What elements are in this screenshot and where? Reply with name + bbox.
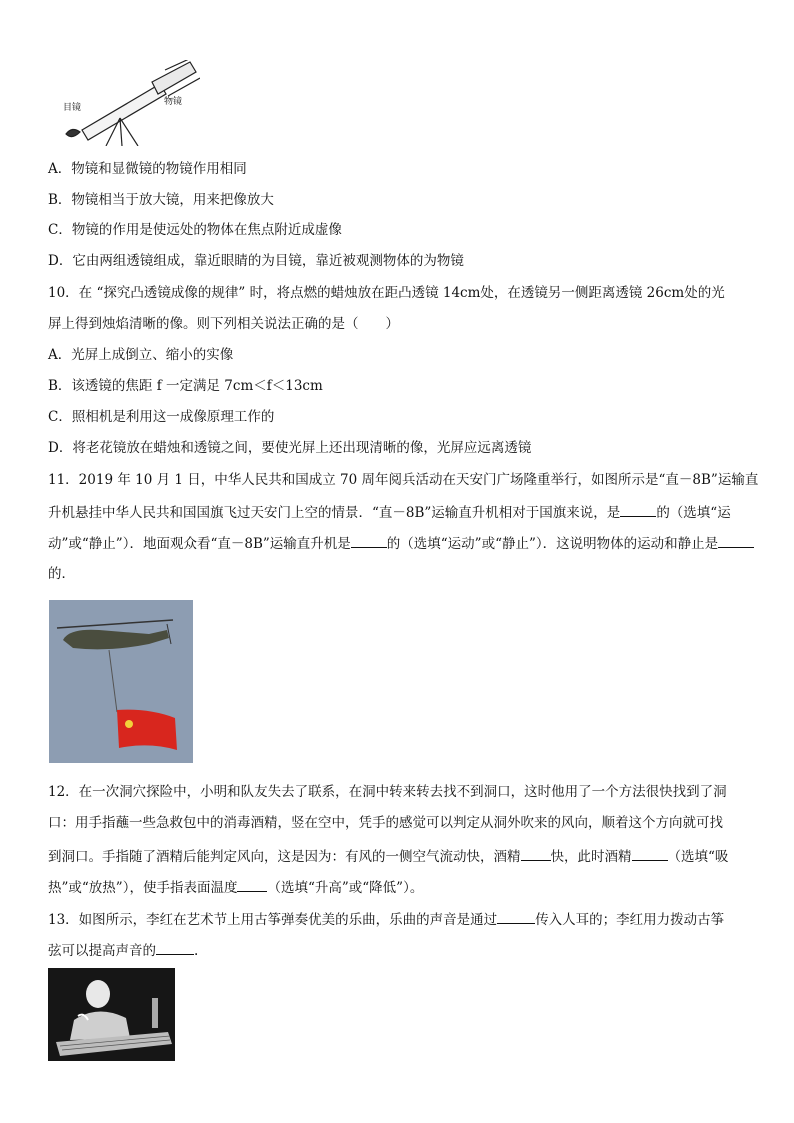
- q10-option-c: C．照相机是利用这一成像原理工作的: [48, 409, 275, 425]
- q10-option-d: D．将老花镜放在蜡烛和透镜之间，要使光屏上还出现清晰的像，光屏应远离透镜: [48, 440, 532, 456]
- q10-stem-line2: 屏上得到烛焰清晰的像。则下列相关说法正确的是（ ）: [48, 316, 399, 332]
- q9-option-c: C．物镜的作用是使远处的物体在焦点附近成虚像: [48, 222, 342, 238]
- q13-line2-text: 弦可以提高声音的: [48, 943, 156, 959]
- q13-blank-2[interactable]: [156, 941, 194, 955]
- objective-label: 物镜: [164, 97, 183, 107]
- q11-line3: [48, 534, 748, 552]
- q12-line3-tail: （选填“吸: [667, 849, 729, 865]
- q11-line2-tail: 的（选填“运: [656, 505, 731, 521]
- q12-line4-text: 热”或“放热”），使手指表面温度: [48, 880, 238, 896]
- guzheng-player-photo: [48, 968, 175, 1061]
- q12-line3-text: 到洞口。手指随了酒精后能判定风向，这是因为：有风的一侧空气流动快，酒精: [48, 849, 521, 865]
- q13-blank-1[interactable]: [497, 910, 535, 924]
- q12-line4-tail: （选填“升高”或“降低”）。: [267, 880, 424, 896]
- q11-line2-text: 升机悬挂中华人民共和国国旗飞过天安门上空的情景．“直－8B”运输直升机相对于国旗来说，是: [48, 505, 621, 521]
- q12-line2: 口：用手指蘸一些急救包中的消毒酒精，竖在空中，凭手的感觉可以判定从洞外吹来的风向，顺着这个方向就可找: [48, 815, 723, 831]
- q13-line2-tail: .: [194, 943, 199, 959]
- q12-line4: [48, 878, 748, 896]
- q12-blank-1[interactable]: [521, 847, 551, 861]
- eyepiece-label: 目镜: [63, 103, 82, 113]
- q9-option-d: D．它由两组透镜组成，靠近眼睛的为目镜，靠近被观测物体的为物镜: [48, 253, 464, 269]
- q12-blank-2[interactable]: [632, 847, 668, 861]
- q11-line1: 11．2019 年 10 月 1 日，中华人民共和国成立 70 周年阅兵活动在天安门广场隆重举行，如图所示是“直－8B”运输直: [48, 472, 759, 488]
- q9-option-b: B．物镜相当于放大镜，用来把像放大: [48, 192, 274, 208]
- q12-line3-mid: 快，此时酒精: [550, 849, 632, 865]
- q10-stem-line1: 10．在 “探究凸透镜成像的规律” 时，将点燃的蜡烛放在距凸透镜 14cm处，在透镜另一侧距离透镜 26cm处的光: [48, 285, 725, 301]
- telescope-figure: [60, 60, 200, 146]
- q13-line2: [48, 941, 748, 959]
- q9-option-a: A．物镜和显微镜的物镜作用相同: [48, 161, 247, 177]
- q13-line1-tail: 传入人耳的；李红用力拨动古筝: [535, 912, 725, 928]
- q12-line1: 12．在一次洞穴探险中，小明和队友失去了联系，在洞中转来转去找不到洞口，这时他用了一个方法很快找到了洞: [48, 784, 727, 800]
- q11-line2: [48, 503, 748, 521]
- q11-blank-3[interactable]: [718, 534, 754, 548]
- q11-blank-1[interactable]: [620, 503, 656, 517]
- helicopter-flag-photo: [49, 600, 193, 763]
- q12-line3: [48, 847, 748, 865]
- q10-option-a: A．光屏上成倒立、缩小的实像: [48, 347, 234, 363]
- q12-blank-3[interactable]: [237, 878, 267, 892]
- q11-line4: 的．: [48, 566, 75, 582]
- q11-line3-text: 动”或“静止”）．地面观众看“直－8B”运输直升机是: [48, 536, 351, 552]
- guzheng-drawing: [48, 968, 175, 1061]
- q11-line3-mid: 的（选填“运动”或“静止”）．这说明物体的运动和静止是: [386, 536, 719, 552]
- q11-blank-2[interactable]: [351, 534, 387, 548]
- q10-option-b: B．该透镜的焦距 f 一定满足 7cm＜f＜13cm: [48, 378, 323, 394]
- helicopter-drawing: [49, 600, 193, 763]
- q13-line1-text: 13．如图所示，李红在艺术节上用古筝弹奏优美的乐曲，乐曲的声音是通过: [48, 912, 498, 928]
- q13-line1: [48, 910, 748, 928]
